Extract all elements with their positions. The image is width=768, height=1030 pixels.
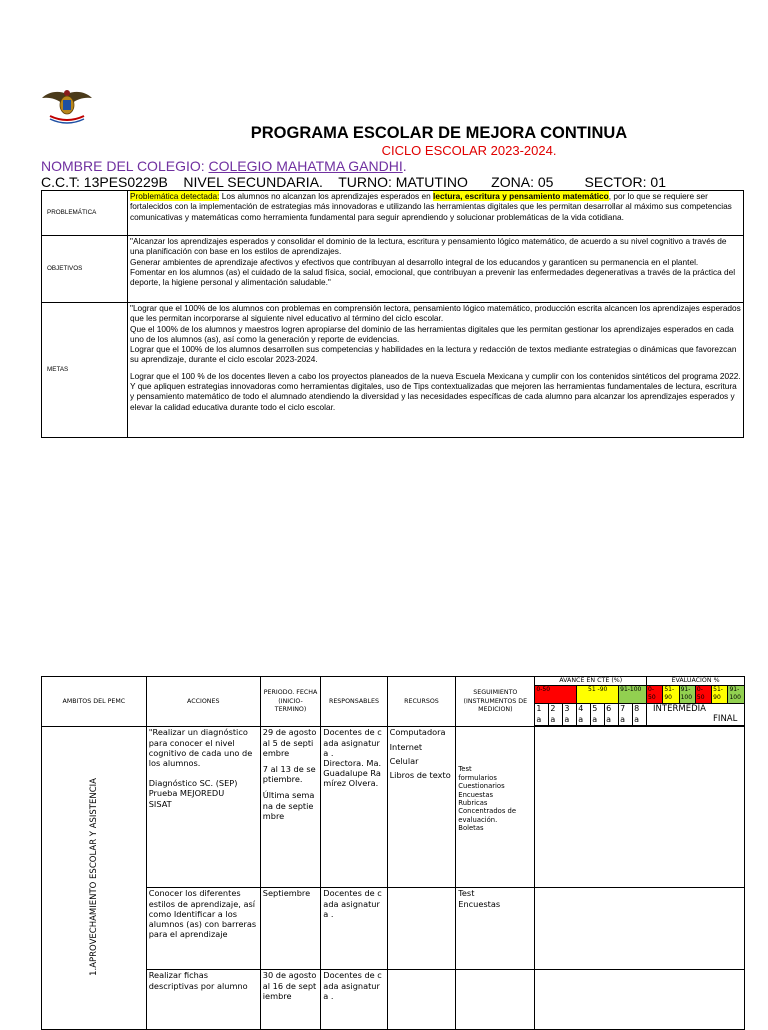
session-cell: 3 a [563,704,577,726]
session-cell: 1 a [535,704,549,726]
eval-labels [647,704,745,726]
session-cell: 7 a [619,704,633,726]
seguimiento-cell [456,727,535,888]
periodo-text: Última semana de septiembre [262,790,315,821]
session-cell: 6 a [605,704,619,726]
acciones-cell [146,727,260,888]
final-label: FINAL [713,714,738,725]
seguimiento-text: Test [458,888,475,899]
responsables-cell [321,727,387,888]
eval-intermedia-mid: 51-90 [663,686,679,704]
periodo-header: PERIODO. FECHA (INICIO- TERMINO) [260,677,321,727]
evaluacion-header: EVALUACION % [647,677,745,686]
eval-intermedia-high: 91-100 [679,686,695,704]
eval-final-mid: 51-90 [712,686,728,704]
table-row [42,888,745,970]
session-cell: 5 a [591,704,605,726]
session-cell: 8 a [633,704,647,726]
meta-item: Lograr que el 100% de los alumnos desarrollen sus competencias y habilidades en la lectura y redacción de textos mediante estrategias o dinámicas que favorezcan su aprendizaje, durante el ciclo escolar 2023-2024. [130,344,737,365]
responsables-header: RESPONSABLES [321,677,387,727]
objetivo-item: Fomentar en los alumnos (as) el cuidado de la salud física, social, emocional, que contribuyan a prevenir las enfermedades degenerativas a través de la práctica del deporte, la higiene personal y alimentación saludable." [130,266,736,288]
school-cycle: CICLO ESCOLAR 2023-2024. [381,143,557,158]
session-cell: 4 a [577,704,591,726]
eval-intermedia-low: 0-50 [647,686,663,704]
recursos-text: Computadora [389,727,446,738]
meta-item: "Lograr que el 100% de los alumnos con problemas en comprensión lectora, pensamiento lógico matemático, producción escrita alcancen los aprendizajes esperados que les permitan incorporarse al siguiente nivel educativo al término del ciclo escolar. [130,303,741,324]
recursos-text: Libros de texto [389,770,451,781]
problematica-text [128,191,744,236]
recursos-cell [387,727,456,888]
objetivos-label: OBJETIVOS [42,236,128,303]
recursos-header: RECURSOS [387,677,456,727]
periodo-cell: Septiembre [260,888,321,970]
school-name: COLEGIO MAHATMA GANDHI [208,158,403,174]
seguimiento-text: Encuestas [458,898,501,909]
eval-final-high: 91-100 [728,686,745,704]
meta-item: Que el 100% de los alumnos y maestros logren apropiarse del dominio de las herramientas digitales que les permitan gestionar los aprendizajes esperados en cada uno de los alumnos (as), así como la generación y reporte de evidencias. [130,323,734,344]
objetivo-item: Generar ambientes de aprendizaje afectivos y efectivos que contribuyan al desarrollo integral de los educandos y garanticen su permanencia en el plantel. [130,256,699,267]
problematica-row [42,191,744,236]
seguimiento-text: formularios [458,773,497,782]
avance-empty-cell [535,727,745,888]
acciones-header: ACCIONES [146,677,260,727]
responsables-text: Docentes de cada asignatura . [323,727,382,758]
acciones-text: "Realizar un diagnóstico para conocer el nivel cognitivo de cada uno de los alumnos. [148,727,253,769]
acciones-text: SISAT [148,798,172,809]
seguimiento-text: Rubricas [458,799,488,808]
cct-info-line: C.C.T: 13PES0229B NIVEL SECUNDARIA. TURNO: MATUTINO ZONA: 05 SECTOR: 01 [41,174,666,190]
ambitos-header: AMBITOS DEL PEMC [42,677,147,727]
intermedia-label: INTERMEDIA [653,704,706,715]
avance-empty-cell [535,888,745,970]
metas-text [128,303,744,438]
table-row [42,727,745,888]
seguimiento-cell [456,888,535,970]
avance-empty-cell [535,970,745,1030]
seguimiento-text: Encuestas [458,790,494,799]
recursos-cell [387,888,456,970]
ambito-cell [42,727,147,1030]
responsables-cell: Docentes de cada asignatura . [321,970,387,1030]
avance-header: AVANCE EN CTE (%) [535,677,647,686]
recursos-text: Celular [389,755,419,766]
plan-table [41,676,745,1030]
responsables-cell: Docentes de cada asignatura . [321,888,387,970]
seguimiento-text: Test [458,765,472,774]
table-row [42,970,745,1030]
acciones-text: Diagnóstico SC. (SEP) [148,778,238,789]
problem-table [41,190,744,438]
problematica-text-part: , por lo que se requiere ser fortalecidos con la implementación de estrategias más innovadoras e utilizando las herramientas digitales que les permitan desarrollar al máximo sus competencias comunicativas y matemáticas como herramienta fundamental para seguir aprendiendo y solucionar problemáticas de la vida cotidiana. [130,191,732,222]
range-mid-badge: 51 -90 [577,686,619,704]
range-low-badge: 0-50 [535,686,577,704]
acciones-text: Prueba MEJOREDU [148,788,225,799]
seguimiento-text: Concentrados de evaluación. [458,807,517,824]
seguimiento-cell [456,970,535,1030]
objetivos-row [42,236,744,303]
periodo-text: 29 de agosto al 5 de septiembre [262,727,317,758]
responsables-text: Directora. Ma. Guadalupe Ramírez Olvera. [323,758,382,789]
metas-label: METAS [42,303,128,438]
seguimiento-text: Cuestionarios [458,782,505,791]
acciones-cell: Realizar fichas descriptivas por alumno [146,970,260,1030]
objetivos-text [128,236,744,303]
eval-final-low: 0-50 [695,686,711,704]
range-high-badge: 91-100 [619,686,647,704]
page-title: PROGRAMA ESCOLAR DE MEJORA CONTINUA [250,124,628,142]
session-cell: 2 a [549,704,563,726]
periodo-cell: 30 de agosto al 16 de septiembre [260,970,321,1030]
problematica-label: PROBLEMÁTICA [42,191,128,236]
recursos-text: Internet [389,741,423,752]
school-period: . [402,158,407,174]
metas-row [42,303,744,438]
school-name-line [41,158,407,174]
problematica-text-part: Los alumnos no alcanzan los aprendizajes esperados en [219,191,434,201]
recursos-cell [387,970,456,1030]
problematica-highlight: Problemática detectada: [130,191,220,201]
seguimiento-text: Boletas [458,824,484,833]
periodo-cell [260,727,321,888]
objetivo-item: "Alcanzar los aprendizajes esperados y consolidar el dominio de la lectura, escritura y pensamiento lógico matemático, de acuerdo a su nivel cognitivo a través de una planificación con base en los estilos de aprendizajes. [130,236,727,257]
school-label: NOMBRE DEL COLEGIO: [41,158,205,174]
periodo-text: 7 al 13 de septiembre. [262,764,316,785]
acciones-cell: Conocer los diferentes estilos de aprendizaje, así como Identificar a los alumnos (as) con barreras para el aprendizaje [146,888,260,970]
header-row-1 [42,677,745,686]
coat-of-arms-logo [40,86,94,126]
ambito-label: 1.APROVECHAMIENTO ESCOLAR Y ASISTENCIA [88,778,99,977]
seguimiento-header: SEGUIMIENTO (INSTRUMENTOS DE MEDICION) [456,677,535,727]
problematica-keywords: lectura, escritura y pensamiento matemático [433,191,609,201]
meta-item: Lograr que el 100 % de los docentes lleven a cabo los proyectos planeados de la nueva Escuela Mexicana y cumplir con los contenidos sintéticos del programa 2022. Y que apliquen estrategias innovadoras como herramientas digitales, uso de Tips contextualizadas que mejoren las herramientas fundamentales de lectura, escritura y pensamiento matemático de todo el alumnado atendiendo la diversidad y las necesidades específicas de cada alumno para alcanzar los aprendizajes esperados y elevar la calidad educativa durante todo el ciclo escolar. [130,370,741,412]
